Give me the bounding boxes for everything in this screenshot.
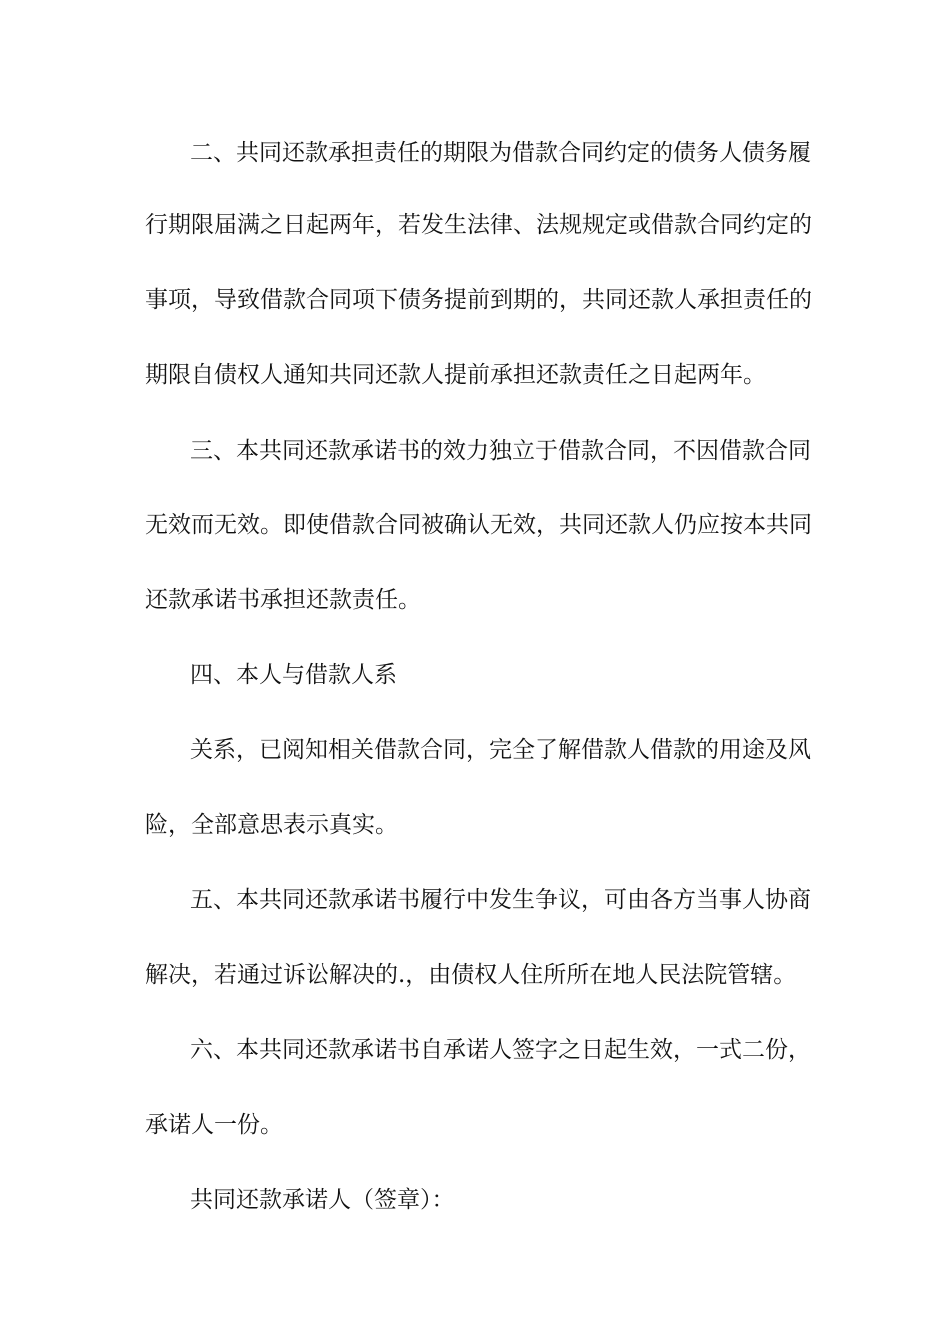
paragraph-6-line-2: 承诺人一份。	[145, 1112, 283, 1138]
paragraph-3-line-1: 三、本共同还款承诺书的效力独立于借款合同，不因借款合同	[190, 438, 811, 464]
signature-label: 共同还款承诺人（签章）：	[190, 1187, 455, 1213]
paragraph-5-line-1: 五、本共同还款承诺书履行中发生争议，可由各方当事人协商	[190, 887, 811, 913]
paragraph-2-line-1: 二、共同还款承担责任的期限为借款合同约定的债务人债务履	[190, 140, 811, 166]
paragraph-2-line-4: 期限自债权人通知共同还款人提前承担还款责任之日起两年。	[145, 362, 766, 388]
paragraph-4-line-3: 险，全部意思表示真实。	[145, 812, 398, 838]
paragraph-3-line-2: 无效而无效。即使借款合同被确认无效，共同还款人仍应按本共同	[145, 512, 812, 538]
paragraph-5-line-2: 解决，若通过诉讼解决的.，由债权人住所所在地人民法院管辖。	[145, 962, 797, 988]
paragraph-3-line-3: 还款承诺书承担还款责任。	[145, 587, 421, 613]
paragraph-6-line-1: 六、本共同还款承诺书自承诺人签字之日起生效，一式二份，	[190, 1037, 811, 1063]
paragraph-4-line-1: 四、本人与借款人系	[190, 662, 397, 688]
paragraph-2-line-3: 事项，导致借款合同项下债务提前到期的，共同还款人承担责任的	[145, 287, 812, 313]
paragraph-4-line-2: 关系，已阅知相关借款合同，完全了解借款人借款的用途及风	[190, 737, 811, 763]
paragraph-2-line-2: 行期限届满之日起两年，若发生法律、法规规定或借款合同约定的	[145, 212, 812, 238]
